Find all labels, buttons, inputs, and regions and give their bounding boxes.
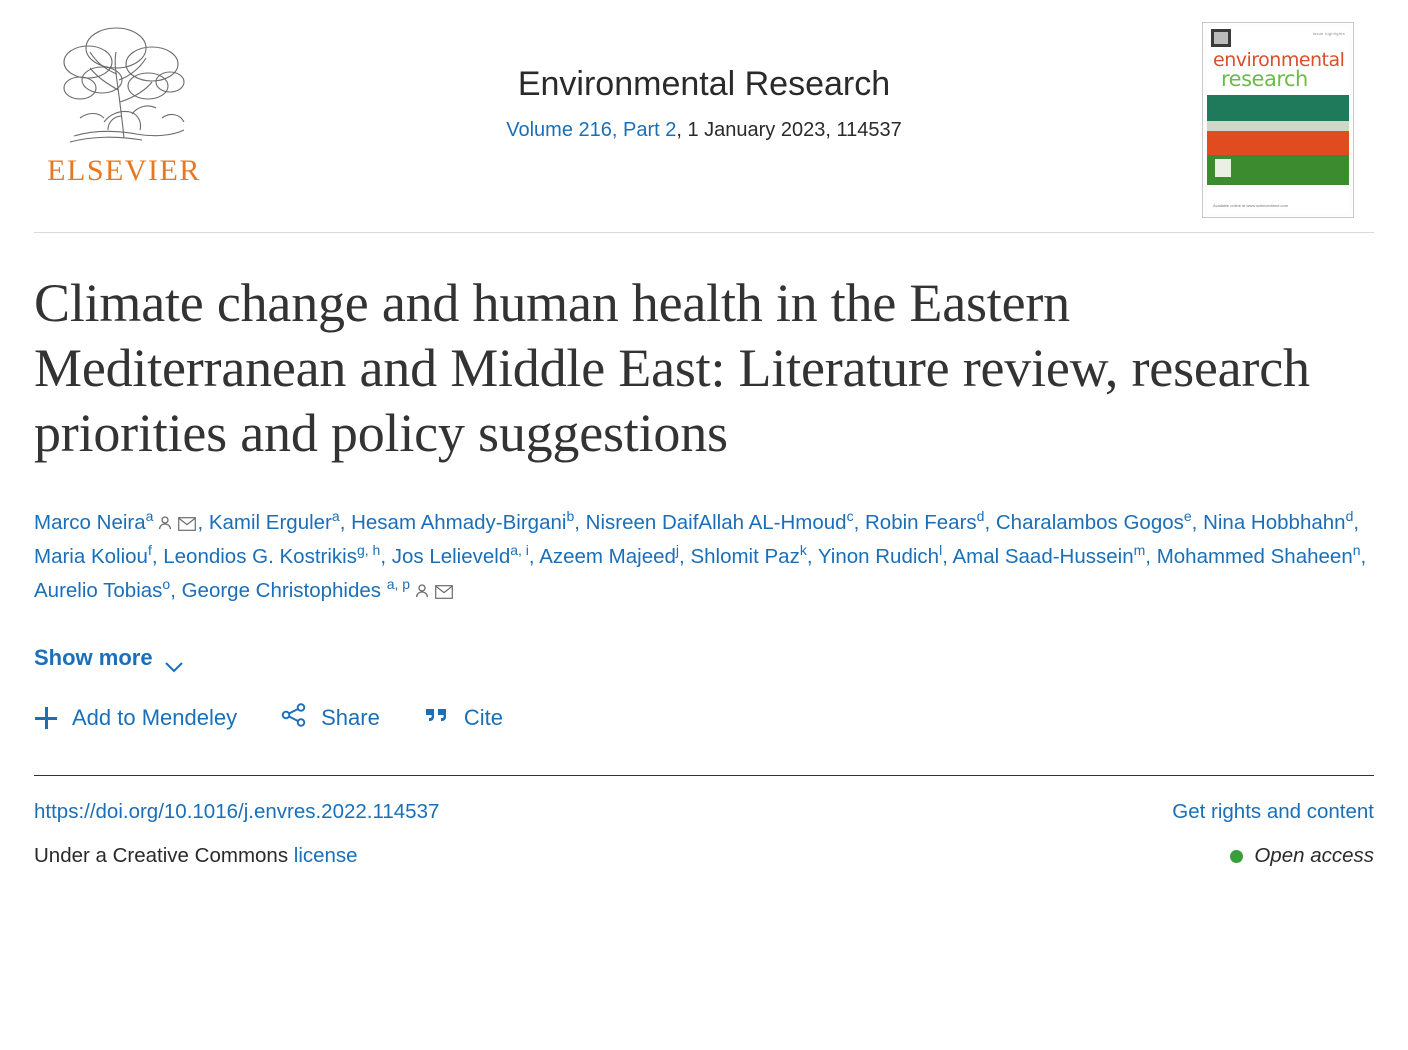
show-more-label: Show more — [34, 645, 153, 671]
author-affiliation-marker[interactable]: j — [675, 542, 680, 559]
author-affiliation-marker[interactable]: m — [1133, 542, 1146, 559]
author-affiliation-marker[interactable]: b — [566, 508, 575, 525]
doi-link[interactable]: https://doi.org/10.1016/j.envres.2022.114537 — [34, 800, 440, 824]
volume-link[interactable]: Volume 216, Part 2 — [506, 118, 677, 141]
author-item[interactable] — [1156, 542, 1361, 569]
author-item[interactable] — [539, 542, 680, 569]
share-icon — [281, 703, 307, 733]
author-name[interactable]: Azeem Majeed — [539, 545, 676, 569]
email-icon[interactable] — [178, 517, 196, 531]
cover-bottom-note: Available online at www.sciencedirect.com — [1213, 203, 1289, 209]
author-name[interactable]: Nisreen DaifAllah AL-Hmoud — [585, 511, 847, 535]
add-to-mendeley-label: Add to Mendeley — [72, 705, 238, 731]
license-prefix: Under a Creative Commons — [34, 844, 294, 868]
author-affiliation-marker[interactable]: k — [799, 542, 807, 559]
show-more-button[interactable] — [34, 645, 183, 671]
author-item[interactable] — [34, 576, 171, 603]
author-name[interactable]: George Christophides — [181, 579, 382, 603]
cover-title-line2: research — [1221, 67, 1308, 91]
get-rights-and-content-link[interactable]: Get rights and content — [1172, 800, 1374, 824]
elsevier-wordmark: ELSEVIER — [47, 154, 201, 187]
share-label: Share — [321, 705, 380, 731]
author-affiliation-marker[interactable]: c — [846, 508, 854, 525]
author-name[interactable]: Kamil Erguler — [208, 511, 332, 535]
author-name[interactable]: Nina Hobbhahn — [1203, 511, 1346, 535]
author-affiliation-marker[interactable]: a — [145, 508, 154, 525]
author-item[interactable] — [163, 542, 381, 569]
author-name[interactable]: Aurelio Tobias — [34, 579, 163, 603]
author-item[interactable] — [181, 576, 454, 603]
share-button[interactable] — [281, 703, 380, 733]
author-affiliation-marker[interactable]: l — [939, 542, 943, 559]
cover-title-line1: environmental — [1213, 49, 1345, 71]
author-affiliation-marker[interactable]: f — [147, 542, 152, 559]
author-affiliation-marker[interactable]: a — [331, 508, 340, 525]
journal-info — [34, 64, 1374, 142]
open-access-badge — [1230, 844, 1374, 868]
journal-cover-image[interactable] — [1202, 22, 1354, 218]
author-affiliation-marker[interactable]: d — [976, 508, 985, 525]
article-actions — [34, 703, 1374, 733]
author-list: Marco Neira$^a$ , Kamil Erguler$^a$, Hesam Ahmady-Birgani$^b$, Nisreen DaifAllah AL-Hmoud$^c$, Robin Fears$^d$, Charalambos Gogos$^e$, Nina Hobbhahn$^d$, Maria Koliou$^f$, Leondios G. Kostrikis$^{g, h}$, Jos Lelieveld$^{a, i}$, Azeem Majeed$^j$, Shlomit Paz$^k$, Yinon Rudich$^l$, Amal Saad-Hussein$^m$, Mohammed Shaheen$^n$, Aurelio Tobias$^o$, George Christophides $^{a, p}$ — [34, 508, 1367, 603]
cite-label: Cite — [463, 705, 503, 731]
author-affiliation-marker[interactable]: d — [1345, 508, 1354, 525]
cover-artwork — [1207, 95, 1349, 185]
author-item[interactable] — [690, 542, 807, 569]
cover-top-note: Issue highlights — [1312, 31, 1345, 36]
author-name[interactable]: Charalambos Gogos — [995, 511, 1184, 535]
author-name[interactable]: Mohammed Shaheen — [1156, 545, 1353, 569]
author-affiliation-marker[interactable]: a, i — [510, 542, 529, 559]
cover-logo-icon — [1211, 29, 1231, 47]
author-item[interactable] — [34, 542, 152, 569]
email-icon[interactable] — [435, 585, 453, 599]
license-link[interactable]: license — [293, 844, 358, 868]
author-name[interactable]: Shlomit Paz — [690, 545, 800, 569]
orcid-icon[interactable] — [414, 583, 430, 599]
author-affiliation-marker[interactable]: o — [162, 576, 171, 593]
add-to-mendeley-button[interactable] — [34, 705, 237, 731]
license-text — [34, 844, 358, 868]
quote-icon — [424, 705, 450, 731]
plus-icon — [34, 706, 58, 730]
page-title: Climate change and human health in the Eastern Mediterranean and Middle East: Literature review, research priorities and policy suggestions — [34, 273, 1310, 463]
author-name[interactable]: Hesam Ahmady-Birgani — [351, 511, 567, 535]
author-item[interactable] — [817, 542, 943, 569]
author-item[interactable] — [351, 508, 575, 535]
author-name[interactable]: Jos Lelieveld — [391, 545, 511, 569]
author-name[interactable]: Maria Koliou — [34, 545, 148, 569]
open-access-dot-icon — [1230, 850, 1243, 863]
journal-issue — [34, 119, 1374, 142]
author-name[interactable]: Robin Fears — [864, 511, 977, 535]
author-item[interactable] — [391, 542, 529, 569]
footer-top-row — [34, 800, 1374, 824]
author-affiliation-marker[interactable]: e — [1183, 508, 1192, 525]
author-item[interactable] — [208, 508, 340, 535]
author-name[interactable]: Marco Neira — [34, 511, 146, 535]
journal-header — [34, 0, 1374, 232]
author-name[interactable]: Yinon Rudich — [817, 545, 940, 569]
journal-title: Environmental Research — [517, 65, 891, 103]
author-name[interactable]: Amal Saad-Hussein — [952, 545, 1134, 569]
author-item[interactable] — [952, 542, 1146, 569]
issue-date: , 1 January 2023, 114537 — [676, 118, 902, 141]
author-affiliation-marker[interactable]: n — [1352, 542, 1361, 559]
orcid-icon[interactable] — [157, 515, 173, 531]
author-item[interactable] — [995, 508, 1192, 535]
footer-bottom-row — [34, 844, 1374, 868]
cite-button[interactable] — [424, 705, 503, 731]
footer-divider — [34, 775, 1374, 776]
author-affiliation-marker[interactable]: g, h — [356, 542, 381, 559]
author-item[interactable] — [34, 508, 197, 535]
open-access-label: Open access — [1254, 844, 1374, 868]
author-item[interactable] — [1203, 508, 1354, 535]
author-item[interactable] — [864, 508, 985, 535]
author-affiliation-marker[interactable]: a, p — [386, 576, 411, 593]
author-name[interactable]: Leondios G. Kostrikis — [163, 545, 357, 569]
author-item[interactable] — [585, 508, 854, 535]
header-divider — [34, 232, 1374, 233]
chevron-down-icon — [165, 653, 183, 663]
